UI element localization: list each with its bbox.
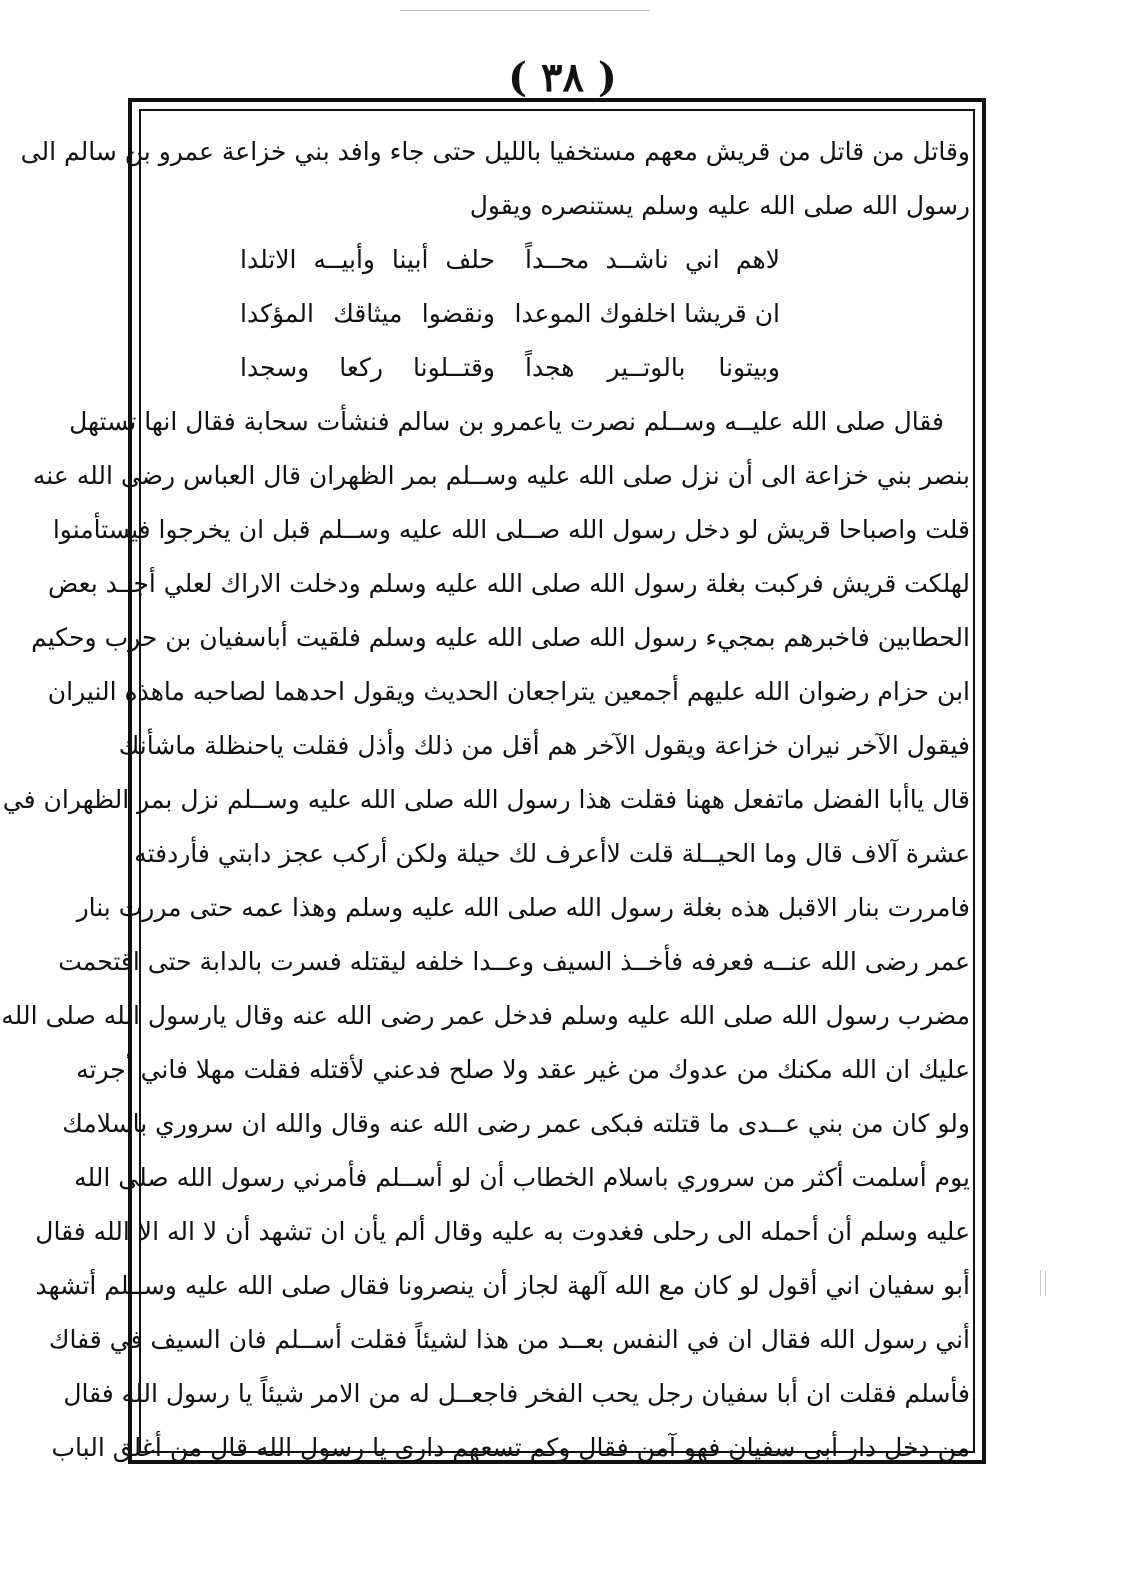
poem-hemistich-second: وقتــلونا ركعا وسجدا <box>240 353 495 382</box>
page-number: ( ٣٨ ) <box>508 54 617 101</box>
text-line: عمر رضى الله عنــه فعرفه فأخــذ السيف وعــدا خلفه ليقتله فسرت بالدابة حتى اقتحمت <box>58 947 970 976</box>
poem-hemistich-first: لاهم اني ناشــد محــداً <box>525 245 780 274</box>
poem-hemistich-first: ان قريشا اخلفوك الموعدا <box>514 299 780 328</box>
scan-mark <box>1040 1270 1046 1296</box>
text-line: فقال صلى الله عليــه وســلم نصرت ياعمرو بن سالم فنشأت سحابة فقال انها تستهل <box>69 407 944 436</box>
text-line: عليه وسلم أن أحمله الى رحلى فغدوت به عليه وقال ألم يأن ان تشهد أن لا اله الا الله فقال <box>35 1217 970 1246</box>
text-line: فيقول الآخر نيران خزاعة ويقول الآخر هم أقل من ذلك وأذل فقلت ياحنظلة ماشأنك <box>118 731 970 760</box>
text-line: لهلكت قريش فركبت بغلة رسول الله صلى الله عليه وسلم ودخلت الاراك لعلي أجــد بعض <box>48 569 970 598</box>
text-line: قال ياأبا الفضل ماتفعل ههنا فقلت هذا رسول الله صلى الله عليه وســلم نزل بمر الظهران في <box>2 785 970 814</box>
text-line: وقاتل من قاتل من قريش معهم مستخفيا بالليل حتى جاء وافد بني خزاعة عمرو بن سالم الى <box>20 137 970 166</box>
text-line: فامررت بنار الاقبل هذه بغلة رسول الله صلى الله عليه وسلم وهذا عمه حتى مررت بنار <box>76 893 970 922</box>
text-line: فأسلم فقلت ان أبا سفيان رجل يحب الفخر فاجعــل له من الامر شيئاً يا رسول الله فقال <box>63 1379 970 1408</box>
text-line: ابن حزام رضوان الله عليهم أجمعين يتراجعان الحديث ويقول احدهما لصاحبه ماهذه النيران <box>47 677 970 706</box>
text-line: ولو كان من بني عــدى ما قتلته فبكى عمر رضى الله عنه وقال والله ان سروري باسلامك <box>62 1109 970 1138</box>
text-line: أبو سفيان اني أقول لو كان مع الله آلهة لجاز أن ينصرونا فقال صلى الله عليه وســلم أتشهد <box>35 1271 970 1300</box>
text-line: الحطابين فاخبرهم بمجيء رسول الله صلى الله عليه وسلم فلقيت أباسفيان بن حرب وحكيم <box>31 623 970 652</box>
text-line: مضرب رسول الله صلى الله عليه وسلم فدخل عمر رضى الله عنه وقال يارسول الله صلى الله <box>1 1001 970 1030</box>
body-text <box>1 125 970 1475</box>
text-line: عشرة آلاف قال وما الحيــلة قلت لاأعرف لك حيلة ولكن أركب عجز دابتي فأردفته <box>134 839 970 868</box>
poem-verse <box>148 287 970 341</box>
poem-hemistich-first: وبيتونا بالوتــير هجداً <box>525 353 780 382</box>
poem-hemistich-second: ونقضوا ميثاقك المؤكدا <box>240 299 495 328</box>
text-line: قلت واصباحا قريش لو دخل رسول الله صــلى الله عليه وســلم قبل ان يخرجوا فيستأمنوا <box>52 515 970 544</box>
text-line: بنصر بني خزاعة الى أن نزل صلى الله عليه وســلم بمر الظهران قال العباس رضى الله عنه <box>32 461 970 490</box>
text-line: أني رسول الله فقال ان في النفس بعــد من هذا لشيئاً فقلت أســلم فان السيف في قفاك <box>48 1325 970 1354</box>
top-rule <box>400 10 650 11</box>
text-line: عليك ان الله مكنك من عدوك من غير عقد ولا صلح فدعني لأقتله فقلت مهلا فاني أجرته <box>76 1055 970 1084</box>
poem-verse <box>148 341 970 395</box>
text-line: يوم أسلمت أكثر من سروري باسلام الخطاب أن لو أســلم فأمرني رسول الله صلى الله <box>74 1163 970 1192</box>
poem-verse <box>148 233 970 287</box>
poem-hemistich-second: حلف أبينا وأبيــه الاتلدا <box>240 245 495 274</box>
text-line: من دخل دار أبي سفيان فهو آمن فقال وكم تسعهم داري يا رسول الله قال من أغلق الباب <box>51 1433 970 1462</box>
text-line: رسول الله صلى الله عليه وسلم يستنصره ويقول <box>469 191 970 220</box>
